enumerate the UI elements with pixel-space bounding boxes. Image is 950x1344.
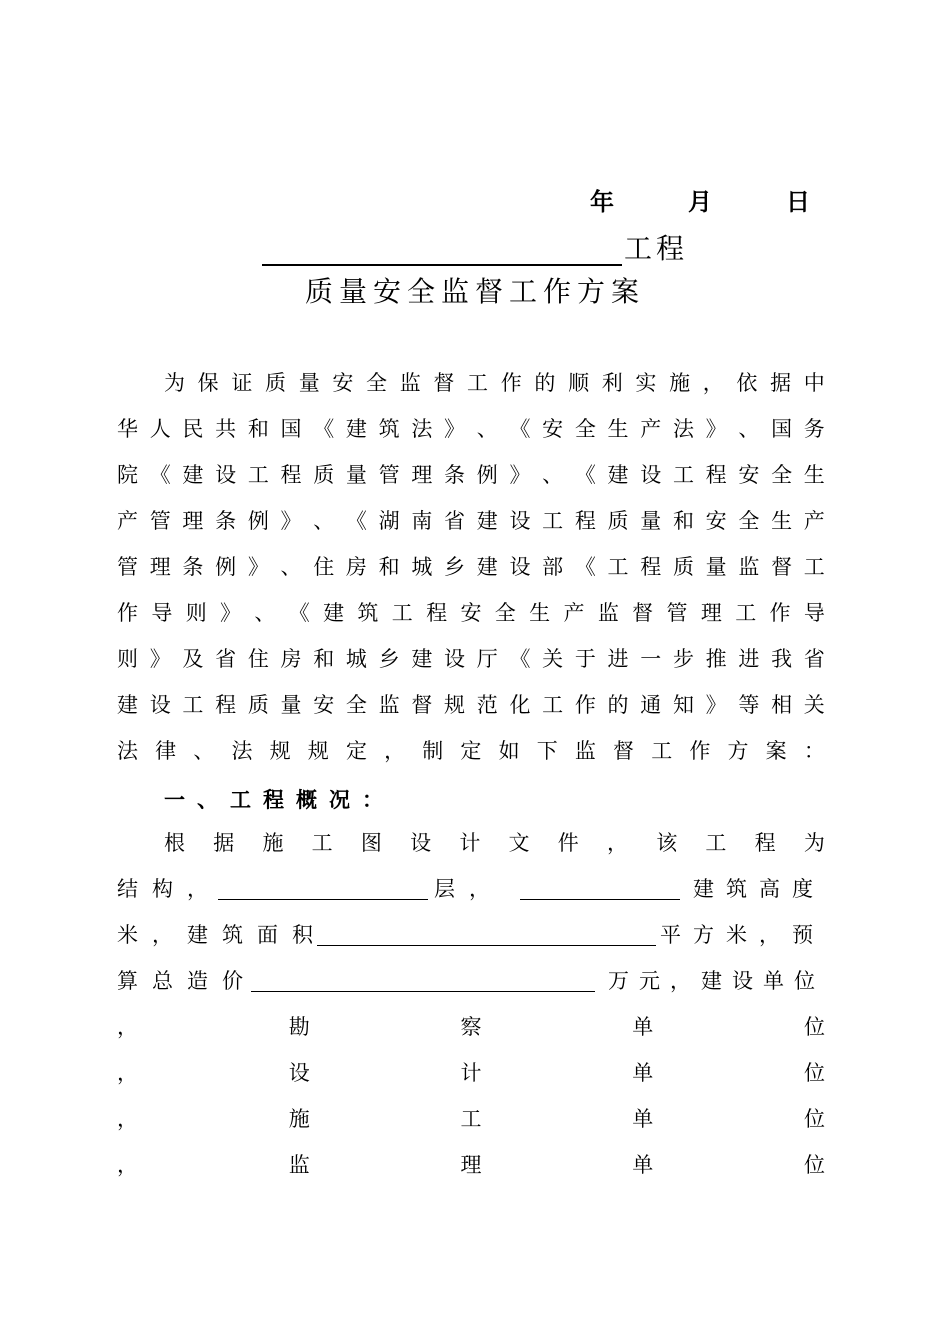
intro-line: 为 保 证 质 量 安 全 监 督 工 作 的 顺 利 实 施 ， 依 据 中 xyxy=(164,371,825,395)
area-label: 米，建筑面积 xyxy=(117,923,327,947)
intro-line: 则 》 及 省 住 房 和 城 乡 建 设 厅 《 关 于 进 一 步 推 进 我 省 xyxy=(117,647,825,671)
page-title: 质量安全监督工作方案 xyxy=(304,275,645,308)
intro-line: 建 设 工 程 质 量 安 全 监 督 规 范 化 工 作 的 通 知 》 等 相 关 xyxy=(117,693,825,717)
intro-line: 法 律 、 法 规 规 定 ， 制 定 如 下 监 督 工 作 方 案 ： xyxy=(117,739,825,763)
overview-line-3 xyxy=(117,919,825,949)
unit-line: ， 勘 察 单 位 xyxy=(117,1015,825,1039)
intro-line: 产 管 理 条 例 》 、 《 湖 南 省 建 设 工 程 质 量 和 安 全 生 产 xyxy=(117,509,825,533)
area-unit-label: 平方米，预 xyxy=(660,923,825,947)
date-day: 日 xyxy=(786,188,810,216)
structure-blank xyxy=(218,877,428,900)
floors-label: 层， xyxy=(434,877,504,901)
unit-line: ， 设 计 单 位 xyxy=(117,1061,825,1085)
overview-line-4 xyxy=(117,965,825,995)
area-blank xyxy=(317,923,656,946)
cost-blank xyxy=(251,969,595,992)
date-year: 年 xyxy=(590,188,614,216)
intro-line: 华 人 民 共 和 国 《 建 筑 法 》 、 《 安 全 生 产 法 》 、 国 务 xyxy=(117,417,825,441)
section-heading: 一、工程概况： xyxy=(164,788,395,812)
structure-label: 结构， xyxy=(117,877,222,901)
intro-line: 管 理 条 例 》 、 住 房 和 城 乡 建 设 部 《 工 程 质 量 监 督 工 xyxy=(117,555,825,579)
date-line xyxy=(560,178,830,218)
overview-line-2 xyxy=(117,873,825,903)
intro-line: 院 《 建 设 工 程 质 量 管 理 条 例 》 、 《 建 设 工 程 安 全 生 xyxy=(117,463,825,487)
project-suffix: 工程 xyxy=(624,232,689,265)
height-label: 建筑高度 xyxy=(693,877,825,901)
unit-line: ， 监 理 单 位 xyxy=(117,1153,825,1177)
unit-line: ， 施 工 单 位 xyxy=(117,1107,825,1131)
cost-unit-label: 万元，建设单位 xyxy=(608,969,825,993)
project-name-line xyxy=(262,222,688,266)
intro-line: 作 导 则 》 、 《 建 筑 工 程 安 全 生 产 监 督 管 理 工 作 导 xyxy=(117,601,825,625)
height-blank xyxy=(520,877,680,900)
project-name-blank xyxy=(262,230,622,266)
date-month: 月 xyxy=(688,188,712,216)
overview-line-1: 根 据 施 工 图 设 计 文 件 ， 该 工 程 为 xyxy=(164,831,825,855)
cost-label: 算总造价 xyxy=(117,969,257,993)
